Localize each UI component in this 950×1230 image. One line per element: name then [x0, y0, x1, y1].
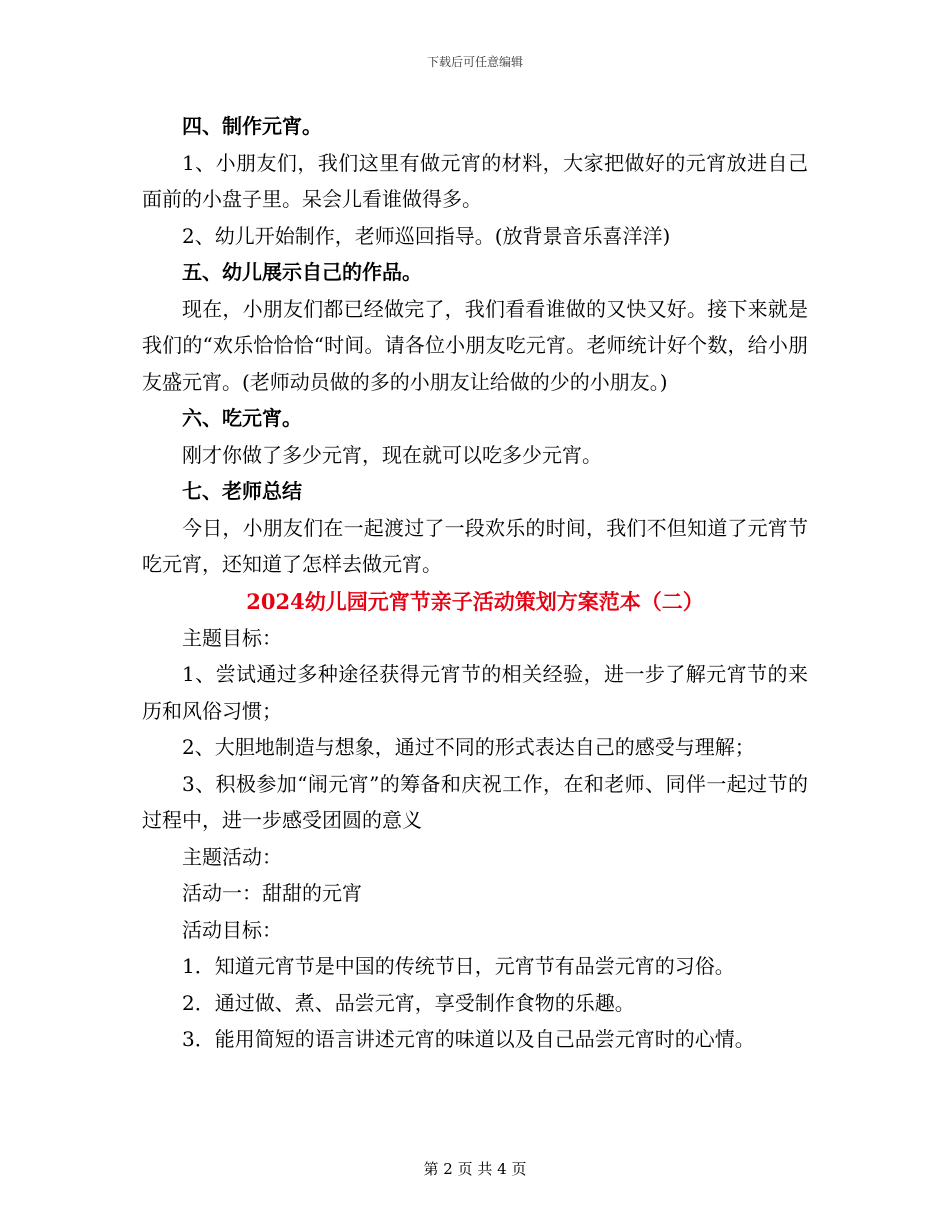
header-note: 下载后可任意编辑	[426, 55, 523, 69]
paragraph: 1、尝试通过多种途径获得元宵节的相关经验，进一步了解元宵节的来历和风俗习惯；	[142, 662, 808, 723]
section-title: 2024幼儿园元宵节亲子活动策划方案范本（二）	[246, 588, 704, 614]
paragraph: 2、大胆地制造与想象，通过不同的形式表达自己的感受与理解；	[182, 735, 755, 759]
paragraph: 3．能用简短的语言讲述元宵的味道以及自己品尝元宵时的心情。	[182, 1027, 755, 1051]
paragraph: 2．通过做、煮、品尝元宵，享受制作食物的乐趣。	[182, 990, 635, 1015]
heading-step-5: 五、幼儿展示自己的作品。	[182, 260, 422, 284]
paragraph: 2、幼儿开始制作，老师巡回指导。(放背景音乐喜洋洋)	[182, 223, 671, 248]
heading-step-6: 六、吃元宵。	[182, 406, 302, 430]
document-body	[142, 108, 808, 1058]
heading-step-7: 七、老师总结	[182, 479, 302, 503]
paragraph: 今日，小朋友们在一起渡过了一段欢乐的时间，我们不但知道了元宵节吃元宵，还知道了怎样去做元宵。	[142, 515, 808, 576]
paragraph: 主题活动：	[182, 844, 282, 869]
paragraph: 活动一：甜甜的元宵	[182, 881, 362, 905]
paragraph: 1．知道元宵节是中国的传统节日，元宵节有品尝元宵的习俗。	[182, 954, 735, 978]
paragraph: 1、小朋友们，我们这里有做元宵的材料，大家把做好的元宵放进自己面前的小盘子里。呆会儿看谁做得多。	[142, 150, 808, 211]
page-number: 第 2 页 共 4 页	[423, 1160, 527, 1178]
paragraph: 主题目标：	[182, 625, 282, 650]
paragraph: 活动目标：	[182, 917, 282, 942]
paragraph: 3、积极参加“闹元宵”的筹备和庆祝工作，在和老师、同伴一起过节的过程中，进一步感受团圆的意义	[142, 771, 808, 832]
paragraph: 现在，小朋友们都已经做完了，我们看看谁做的又快又好。接下来就是我们的“欢乐恰恰恰“时间。请各位小朋友吃元宵。老师统计好个数，给小朋友盛元宵。(老师动员做的多的小朋友让给做的少的小朋友。)	[142, 296, 808, 394]
heading-step-4: 四、制作元宵。	[182, 114, 322, 138]
paragraph: 刚才你做了多少元宵，现在就可以吃多少元宵。	[182, 442, 602, 467]
